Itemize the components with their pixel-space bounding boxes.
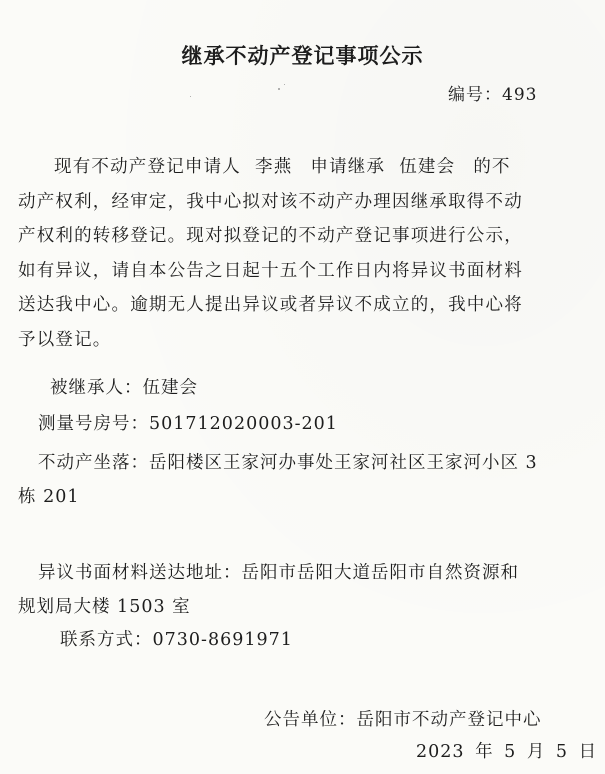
scan-speck bbox=[284, 84, 285, 85]
body-line bbox=[18, 150, 588, 185]
contact-label: 联系方式： bbox=[60, 630, 153, 650]
body-text: 现有不动产登记申请人 bbox=[54, 157, 241, 177]
notice-number-label: 编号： bbox=[448, 85, 502, 105]
notice-body bbox=[18, 150, 588, 357]
property-location-field bbox=[18, 446, 598, 514]
scan-speck bbox=[278, 88, 280, 90]
notice-date: 2023 年 5 月 5 日 bbox=[416, 742, 598, 762]
scan-speck bbox=[190, 96, 191, 97]
body-line: 送达我中心。逾期无人提出异议或者异议不成立的，我中心将 bbox=[18, 295, 523, 315]
applicant-name: 李燕 bbox=[255, 157, 293, 177]
survey-number-value: 501712020003-201 bbox=[149, 414, 338, 434]
issuing-unit-label: 公告单位： bbox=[264, 710, 357, 730]
survey-number-field bbox=[38, 410, 338, 435]
heir-field bbox=[50, 374, 198, 399]
body-line: 产权利的转移登记。现对拟登记的不动产登记事项进行公示， bbox=[18, 226, 523, 246]
body-text: 的不 bbox=[473, 157, 511, 177]
body-line: 如有异议，请自本公告之日起十五个工作日内将异议书面材料 bbox=[18, 260, 523, 281]
decedent-name: 伍建会 bbox=[399, 157, 456, 177]
objection-address-value-continued: 规划局大楼 1503 室 bbox=[18, 597, 191, 617]
body-text: 申请继承 bbox=[310, 157, 386, 177]
property-location-value: 岳阳楼区王家河办事处王家河社区王家河小区 3 bbox=[149, 453, 538, 473]
objection-address-value: 岳阳市岳阳大道岳阳市自然资源和 bbox=[241, 563, 519, 583]
heir-value: 伍建会 bbox=[142, 378, 198, 398]
issuing-unit bbox=[264, 706, 542, 731]
issuing-unit-value: 岳阳市不动产登记中心 bbox=[356, 710, 542, 730]
contact-field bbox=[60, 626, 293, 651]
body-line: 动产权利，经审定，我中心拟对该不动产办理因继承取得不动 bbox=[18, 191, 523, 212]
property-location-value-continued: 栋 201 bbox=[18, 487, 80, 507]
objection-address-field bbox=[18, 556, 598, 624]
property-location-label: 不动产坐落： bbox=[38, 453, 149, 473]
heir-label: 被继承人： bbox=[50, 378, 143, 398]
body-line: 予以登记。 bbox=[18, 329, 112, 350]
notice-number-value: 493 bbox=[502, 85, 538, 105]
notice-number bbox=[448, 80, 537, 105]
objection-address-label: 异议书面材料送达地址： bbox=[38, 563, 242, 583]
notice-title: 继承不动产登记事项公示 bbox=[181, 44, 424, 68]
survey-number-label: 测量号房号： bbox=[38, 414, 149, 434]
contact-phone: 0730-8691971 bbox=[152, 630, 293, 650]
